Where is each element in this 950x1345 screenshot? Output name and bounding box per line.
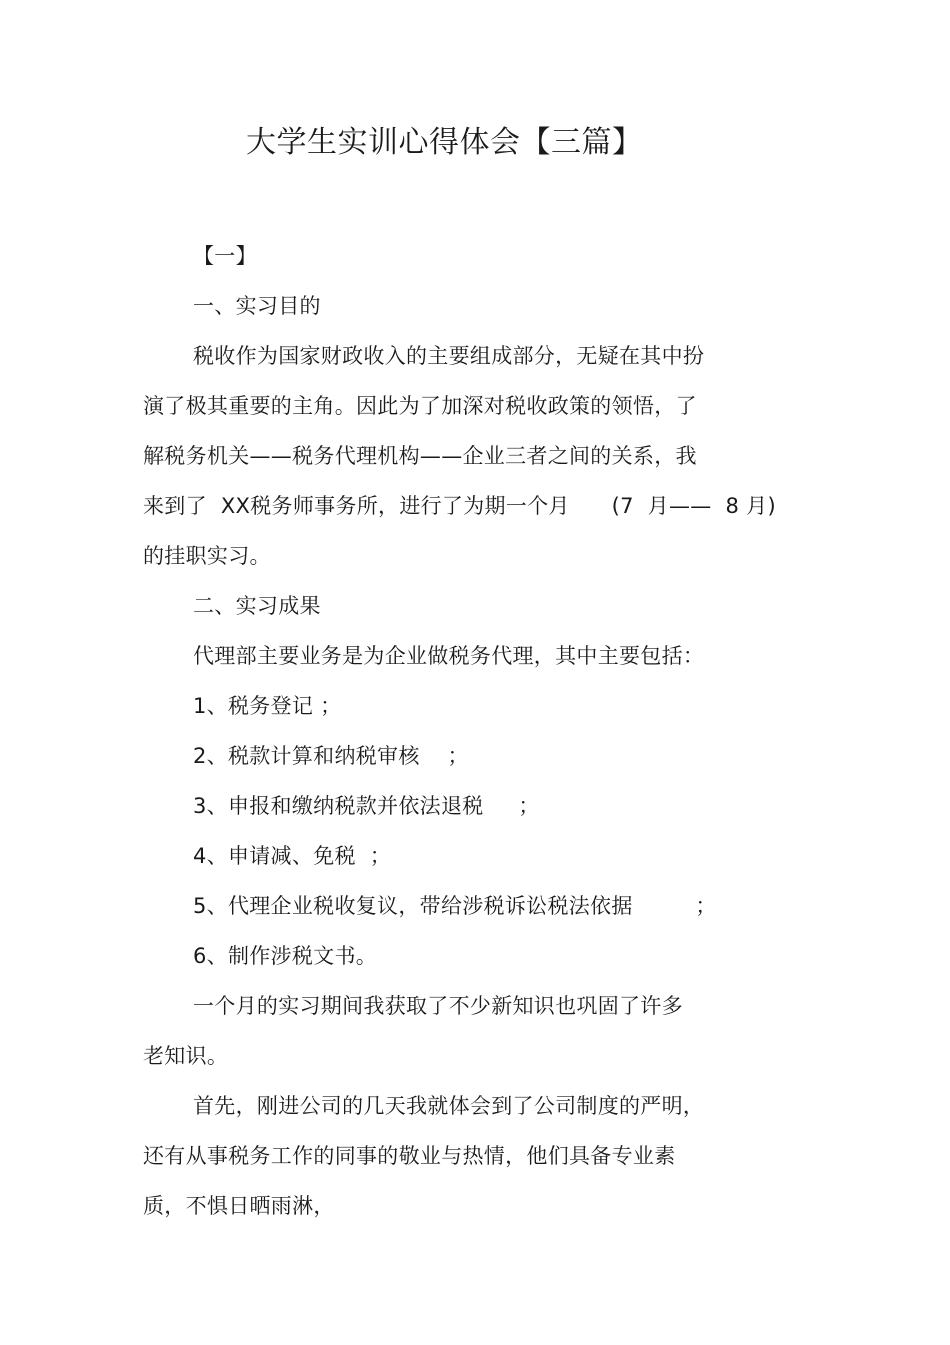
list-item: 4、申请减、免税 ； bbox=[193, 844, 392, 868]
paragraph-line: 的挂职实习。 bbox=[143, 544, 271, 568]
paragraph-line: 代理部主要业务是为企业做税务代理，其中主要包括： bbox=[193, 644, 705, 668]
section-marker: 【一】 bbox=[193, 244, 257, 268]
heading-results: 二、实习成果 bbox=[193, 594, 321, 618]
heading-purpose: 一、实习目的 bbox=[193, 294, 321, 318]
paragraph-line: 还有从事税务工作的同事的敬业与热情，他们具备专业素 bbox=[143, 1144, 676, 1168]
document-title: 大学生实训心得体会【三篇】 bbox=[246, 125, 643, 160]
paragraph-line: 老知识。 bbox=[143, 1044, 229, 1068]
paragraph-line: 质，不惧日晒雨淋， bbox=[143, 1194, 335, 1218]
list-item: 1、税务登记 ； bbox=[193, 694, 342, 718]
list-item: 6、制作涉税文书。 bbox=[193, 944, 378, 968]
list-item: 3、申报和缴纳税款并依法退税 ； bbox=[193, 794, 540, 818]
paragraph-line: 来到了 XX税务师事务所，进行了为期一个月 (7 月—— 8 月) bbox=[143, 494, 776, 518]
paragraph-line: 解税务机关——税务代理机构——企业三者之间的关系，我 bbox=[143, 444, 697, 468]
list-item: 5、代理企业税收复议，带给涉税诉讼税法依据 ； bbox=[193, 894, 717, 918]
paragraph-line: 首先，刚进公司的几天我就体会到了公司制度的严明， bbox=[193, 1094, 705, 1118]
paragraph-line: 演了极其重要的主角。因此为了加深对税收政策的领悟，了 bbox=[143, 394, 697, 418]
paragraph-line: 一个月的实习期间我获取了不少新知识也巩固了许多 bbox=[193, 994, 683, 1018]
paragraph-line: 税收作为国家财政收入的主要组成部分，无疑在其中扮 bbox=[193, 344, 705, 368]
list-item: 2、税款计算和纳税审核 ； bbox=[193, 744, 469, 768]
